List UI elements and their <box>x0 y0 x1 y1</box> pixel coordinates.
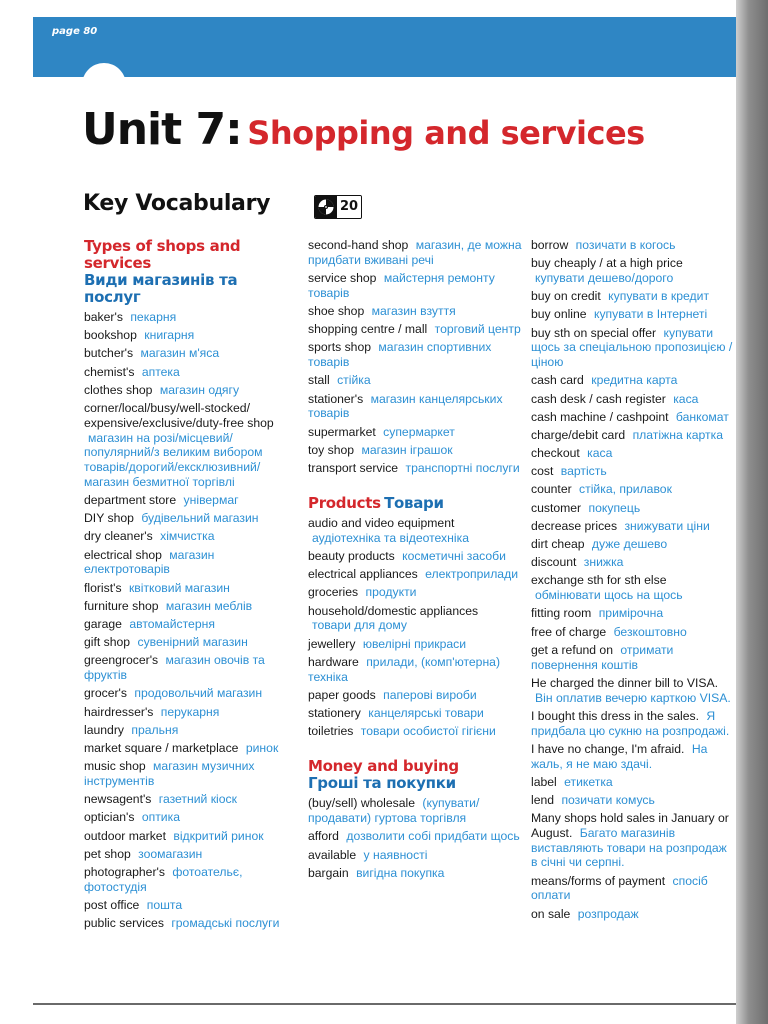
vocab-list-money <box>308 796 522 880</box>
vocab-entry <box>84 847 292 862</box>
vocab-entry <box>308 549 522 564</box>
vocab-term: dirt cheap <box>531 537 585 552</box>
vocab-entry <box>84 635 292 650</box>
vocab-term: shoe shop <box>308 303 365 318</box>
vocab-entry <box>531 676 736 706</box>
vocab-entry <box>531 373 736 388</box>
vocab-term: I bought this dress in the sales. <box>531 708 700 723</box>
vocab-term: furniture shop <box>84 598 159 613</box>
vocab-term: DIY shop <box>84 511 134 526</box>
vocab-term: borrow <box>531 238 569 252</box>
vocab-term: customer <box>531 500 582 515</box>
vocab-translation: На жаль, я не маю здачі. <box>531 741 708 771</box>
vocab-term: cash desk / cash register <box>531 391 666 406</box>
vocab-entry <box>84 548 292 578</box>
vocab-term: stationer's <box>308 391 364 406</box>
vocab-term: electrical shop <box>84 547 162 562</box>
vocab-entry <box>84 792 292 807</box>
key-vocabulary-title: Key Vocabulary <box>83 191 271 216</box>
vocab-term: florist's <box>84 580 122 595</box>
vocab-entry <box>308 567 522 582</box>
vocab-entry <box>84 898 292 913</box>
vocab-term: pet shop <box>84 846 131 861</box>
vocab-translation: електроприлади <box>425 567 519 582</box>
vocab-term: stationery <box>308 705 361 720</box>
vocab-term: greengrocer's <box>84 653 159 668</box>
vocab-translation: позичати комусь <box>561 792 655 807</box>
vocab-translation: пекарня <box>130 310 177 324</box>
vocab-translation: магазин на розі/місцевий/ популярний/з великим вибором товарів/дорогий/ексклюзивний/ магазин безмитної торгівлі <box>84 430 263 489</box>
vocab-term: decrease prices <box>531 518 618 533</box>
vocab-translation: продовольчий магазин <box>134 686 263 701</box>
vocab-entry <box>84 653 292 683</box>
vocab-entry <box>531 537 736 552</box>
vocab-term: free of charge <box>531 624 607 639</box>
vocab-entry <box>531 907 736 922</box>
vocab-translation: знижувати ціни <box>624 518 710 533</box>
vocab-list-money-cont <box>531 238 736 921</box>
vocab-term: cost <box>531 464 554 479</box>
vocab-translation: громадські послуги <box>171 916 280 931</box>
vocab-entry <box>531 446 736 461</box>
vocab-term: cash card <box>531 373 584 388</box>
vocab-term: hardware <box>308 654 359 669</box>
vocab-translation: купувати щось за спеціальною пропозицією / ціною <box>531 325 733 370</box>
vocab-translation: знижка <box>583 555 624 570</box>
vocab-term: newsagent's <box>84 792 152 807</box>
vocab-translation: автомайстерня <box>129 617 215 632</box>
vocab-entry <box>308 796 522 826</box>
section-title-ua: Гроші та покупки <box>308 774 456 793</box>
vocab-translation: квітковий магазин <box>128 580 230 595</box>
vocab-translation: дозволити собі придбати щось <box>346 829 520 844</box>
vocab-translation: газетний кіоск <box>158 792 237 807</box>
vocab-term: music shop <box>84 759 146 774</box>
vocab-entry <box>531 643 736 673</box>
vocab-translation: паперові вироби <box>383 687 477 702</box>
vocab-term: grocer's <box>84 686 127 701</box>
vocab-term: label <box>531 774 557 789</box>
vocab-translation: (купувати/ продавати) гуртова торгівля <box>308 796 480 826</box>
vocab-translation: фотоательє, фотостудія <box>84 864 243 894</box>
vocab-entry <box>531 793 736 808</box>
vocab-entry <box>308 425 522 440</box>
vocab-translation: транспортні послуги <box>405 460 520 475</box>
vocab-entry <box>531 555 736 570</box>
vocab-translation: стійка, прилавок <box>579 482 672 497</box>
vocab-term: discount <box>531 555 577 570</box>
vocab-entry <box>84 599 292 614</box>
page-number: page 80 <box>52 26 98 37</box>
vocab-term: Many shops hold sales in January or August. <box>531 811 729 840</box>
vocab-entry <box>308 655 522 685</box>
vocab-entry <box>531 326 736 370</box>
vocab-entry <box>531 289 736 304</box>
vocab-term: laundry <box>84 722 124 737</box>
vocab-translation: пошта <box>146 897 183 912</box>
vocab-translation: покупець <box>588 500 641 515</box>
vocab-term: jewellery <box>308 636 356 651</box>
vocab-translation: магазин музичних інструментів <box>84 759 255 788</box>
vocab-entry <box>84 581 292 596</box>
vocab-column-1 <box>84 238 292 934</box>
vocab-term: buy on credit <box>531 289 601 304</box>
section-title-ua: Види магазинів та послуг <box>84 271 238 306</box>
vocab-term: get a refund on <box>531 642 613 657</box>
vocab-entry <box>84 723 292 738</box>
vocab-entry <box>84 741 292 756</box>
vocab-entry <box>84 686 292 701</box>
vocab-translation: зоомагазин <box>138 846 203 861</box>
vocab-translation: платіжна картка <box>632 427 723 442</box>
section-heading-shops <box>84 238 292 306</box>
vocab-entry <box>308 829 522 844</box>
vocab-translation: будівельний магазин <box>141 511 259 526</box>
vocab-translation: Я придбала цю сукню на розпродажі. <box>531 708 730 738</box>
vocab-entry <box>308 866 522 881</box>
vocab-entry <box>308 340 522 370</box>
vocab-term: audio and video equipment <box>308 516 455 531</box>
vocab-term: cash machine / cashpoint <box>531 409 669 424</box>
vocab-term: beauty products <box>308 549 395 564</box>
vocab-translation: отримати повернення коштів <box>531 642 674 672</box>
vocab-translation: каса <box>587 446 613 461</box>
vocab-translation: продукти <box>365 585 417 600</box>
section-title-en: Money and buying <box>308 757 459 776</box>
vocab-entry <box>531 501 736 516</box>
vocab-term: optician's <box>84 810 135 825</box>
vocab-translation: пральня <box>131 722 179 737</box>
vocab-translation: Він оплатив вечерю карткою VISA. <box>535 690 731 705</box>
vocab-term: dry cleaner's <box>84 529 153 544</box>
vocab-list-shops <box>84 310 292 931</box>
vocab-translation: розпродаж <box>577 906 639 921</box>
vocab-entry <box>84 829 292 844</box>
vocab-translation: універмаг <box>183 493 239 508</box>
vocab-entry <box>531 573 736 603</box>
vocab-entry <box>531 256 736 286</box>
vocab-translation: магазин електротоварів <box>84 547 215 577</box>
vocab-entry <box>308 637 522 652</box>
vocab-translation: купувати в Інтернеті <box>593 307 708 322</box>
vocab-term: hairdresser's <box>84 704 154 719</box>
vocab-entry <box>531 392 736 407</box>
vocab-term: toy shop <box>308 442 355 457</box>
unit-title <box>82 102 736 167</box>
vocab-translation: ринок <box>245 740 279 755</box>
vocab-translation: відкритий ринок <box>173 828 264 843</box>
vocab-translation: майстерня ремонту товарів <box>308 270 495 300</box>
vocab-term: electrical appliances <box>308 567 418 582</box>
vocab-entry <box>308 724 522 739</box>
section-title-en: Products <box>308 494 381 513</box>
vocab-term: transport service <box>308 460 399 475</box>
vocab-translation: товари особистої гігієни <box>360 724 496 739</box>
unit-number: Unit 7: <box>82 104 242 155</box>
vocab-term: sports shop <box>308 340 372 355</box>
vocab-translation: торговий центр <box>434 322 521 337</box>
vocab-translation: Багато магазинів виставляють товари на розпродаж в січні чи серпні. <box>531 825 727 870</box>
vocab-term: counter <box>531 482 572 497</box>
vocab-entry <box>308 604 522 634</box>
vocab-entry <box>308 322 522 337</box>
vocab-translation: позичати в когось <box>575 238 676 252</box>
vocab-term: exchange sth for sth else <box>531 573 667 588</box>
vocab-translation: дуже дешево <box>591 537 668 552</box>
vocab-term: checkout <box>531 446 580 461</box>
vocab-translation: у наявності <box>363 847 428 862</box>
vocab-entry <box>531 428 736 443</box>
vocab-translation: магазин меблів <box>165 598 253 613</box>
vocab-translation: книгарня <box>144 328 195 343</box>
vocab-entry <box>531 464 736 479</box>
vocab-translation: вигідна покупка <box>356 865 445 880</box>
vocab-term: household/domestic appliances <box>308 603 479 618</box>
vocab-term: I have no change, I'm afraid. <box>531 741 685 756</box>
vocab-translation: магазин канцелярських товарів <box>308 391 503 421</box>
vocab-translation: купувати дешево/дорого <box>535 270 674 285</box>
vocab-entry <box>531 874 736 904</box>
vocab-term: charge/debit card <box>531 427 626 442</box>
vocab-term: clothes shop <box>84 382 153 397</box>
vocab-column-3 <box>531 238 736 925</box>
vocab-translation: магазин, де можна придбати вживані речі <box>308 238 522 267</box>
vocab-translation: етикетка <box>564 774 613 789</box>
vocab-translation: безкоштовно <box>613 624 687 639</box>
vocab-translation: стійка <box>337 373 371 388</box>
vocab-entry <box>84 511 292 526</box>
vocab-translation: сувенірний магазин <box>137 635 248 650</box>
vocab-entry <box>308 373 522 388</box>
vocab-entry <box>84 529 292 544</box>
vocab-term: buy online <box>531 307 587 322</box>
vocab-entry <box>531 742 736 772</box>
vocab-term: buy cheaply / at a high price <box>531 256 683 271</box>
vocab-entry <box>531 410 736 425</box>
vocab-translation: магазин овочів та фруктів <box>84 653 265 683</box>
vocab-term: service shop <box>308 270 377 285</box>
vocab-entry <box>84 383 292 398</box>
section-heading-money <box>308 758 522 792</box>
vocab-entry <box>308 238 522 268</box>
vocab-translation: каса <box>673 391 699 406</box>
audio-track-badge <box>314 195 362 219</box>
vocab-translation: банкомат <box>675 409 729 424</box>
audio-track-number: 20 <box>337 196 361 218</box>
vocab-translation: магазин м'яса <box>140 346 220 361</box>
vocab-entry <box>308 585 522 600</box>
vocab-translation: хімчистка <box>160 529 215 544</box>
vocab-entry <box>531 238 736 253</box>
vocab-entry <box>84 365 292 380</box>
vocab-translation: магазин взуття <box>371 303 456 318</box>
vocab-entry <box>308 304 522 319</box>
vocab-translation: оптика <box>141 810 180 825</box>
vocab-translation: магазин іграшок <box>361 442 453 457</box>
vocab-list-shops-cont <box>308 238 522 476</box>
vocab-entry <box>84 617 292 632</box>
vocab-term: stall <box>308 373 330 388</box>
vocab-entry <box>84 705 292 720</box>
vocab-translation: купувати в кредит <box>608 289 710 304</box>
vocab-term: second-hand shop <box>308 238 409 252</box>
vocab-translation: прилади, (комп'ютерна) техніка <box>308 654 501 684</box>
vocab-entry <box>84 759 292 789</box>
vocab-term: means/forms of payment <box>531 873 666 888</box>
vocab-translation: магазин спортивних товарів <box>308 340 492 370</box>
page-edge-shadow <box>736 0 768 1024</box>
section-heading-products <box>308 495 522 512</box>
vocab-entry <box>308 706 522 721</box>
vocab-term: bookshop <box>84 328 137 343</box>
vocab-term: supermarket <box>308 424 376 439</box>
vocab-term: He charged the dinner bill to VISA. <box>531 675 718 690</box>
vocab-entry <box>531 606 736 621</box>
vocab-translation: аудіотехніка та відеотехніка <box>312 530 469 545</box>
header-band <box>33 17 736 77</box>
vocab-term: corner/local/busy/well-stocked/ expensive/exclusive/duty-free shop <box>84 400 274 430</box>
vocab-entry <box>531 482 736 497</box>
vocab-translation: обмінювати щось на щось <box>535 588 683 603</box>
vocab-term: (buy/sell) wholesale <box>308 796 416 811</box>
vocab-term: toiletries <box>308 724 354 739</box>
vocab-term: shopping centre / mall <box>308 322 428 337</box>
vocab-entry <box>531 625 736 640</box>
vocab-term: post office <box>84 897 140 912</box>
vocab-translation: косметичні засоби <box>402 549 506 564</box>
vocab-entry <box>84 916 292 931</box>
vocab-entry <box>308 461 522 476</box>
bottom-rule <box>33 1003 736 1005</box>
vocab-translation: примірочна <box>598 606 664 621</box>
vocab-term: on sale <box>531 906 571 921</box>
vocab-entry <box>308 271 522 301</box>
vocab-list-products <box>308 516 522 739</box>
vocab-term: buy sth on special offer <box>531 325 657 340</box>
vocab-entry <box>84 401 292 490</box>
vocab-entry <box>84 493 292 508</box>
vocab-term: baker's <box>84 310 123 324</box>
vocab-translation: магазин одягу <box>159 382 240 397</box>
vocab-entry <box>84 310 292 325</box>
vocab-term: public services <box>84 916 164 931</box>
vocab-translation: перукарня <box>160 704 220 719</box>
vocab-term: butcher's <box>84 346 134 361</box>
vocab-term: groceries <box>308 585 359 600</box>
vocab-term: chemist's <box>84 364 135 379</box>
vocab-entry <box>531 775 736 790</box>
vocab-term: gift shop <box>84 635 131 650</box>
vocab-term: department store <box>84 493 177 508</box>
vocab-translation: спосіб оплати <box>531 873 708 903</box>
vocab-term: lend <box>531 792 555 807</box>
vocab-translation: канцелярські товари <box>368 705 484 720</box>
unit-name: Shopping and services <box>247 114 645 152</box>
vocab-entry <box>84 865 292 895</box>
vocab-entry <box>308 848 522 863</box>
vocab-translation: кредитна карта <box>591 373 678 388</box>
vocab-entry <box>84 328 292 343</box>
section-title-ua: Товари <box>384 494 444 513</box>
vocab-term: bargain <box>308 865 349 880</box>
vocab-entry <box>531 307 736 322</box>
vocab-translation: ювелірні прикраси <box>362 636 467 651</box>
vocab-term: afford <box>308 829 339 844</box>
vocab-column-2 <box>308 238 522 884</box>
vocab-term: paper goods <box>308 687 376 702</box>
vocab-entry <box>308 443 522 458</box>
vocab-translation: товари для дому <box>312 618 408 633</box>
vocab-term: garage <box>84 617 122 632</box>
vocab-term: photographer's <box>84 864 165 879</box>
vocab-term: market square / marketplace <box>84 740 239 755</box>
vocab-entry <box>84 810 292 825</box>
vocab-entry <box>308 516 522 546</box>
audio-cd-icon <box>315 196 337 218</box>
vocab-entry <box>308 392 522 422</box>
vocab-translation: супермаркет <box>383 424 455 439</box>
vocab-entry <box>84 346 292 361</box>
vocab-entry <box>308 688 522 703</box>
vocab-entry <box>531 519 736 534</box>
vocab-translation: вартість <box>560 464 607 479</box>
vocab-term: available <box>308 847 357 862</box>
vocab-translation: аптека <box>141 364 180 379</box>
vocab-entry <box>531 811 736 870</box>
vocab-term: outdoor market <box>84 828 166 843</box>
section-title-en: Types of shops and services <box>84 237 241 272</box>
vocab-entry <box>531 709 736 739</box>
vocab-term: fitting room <box>531 606 592 621</box>
